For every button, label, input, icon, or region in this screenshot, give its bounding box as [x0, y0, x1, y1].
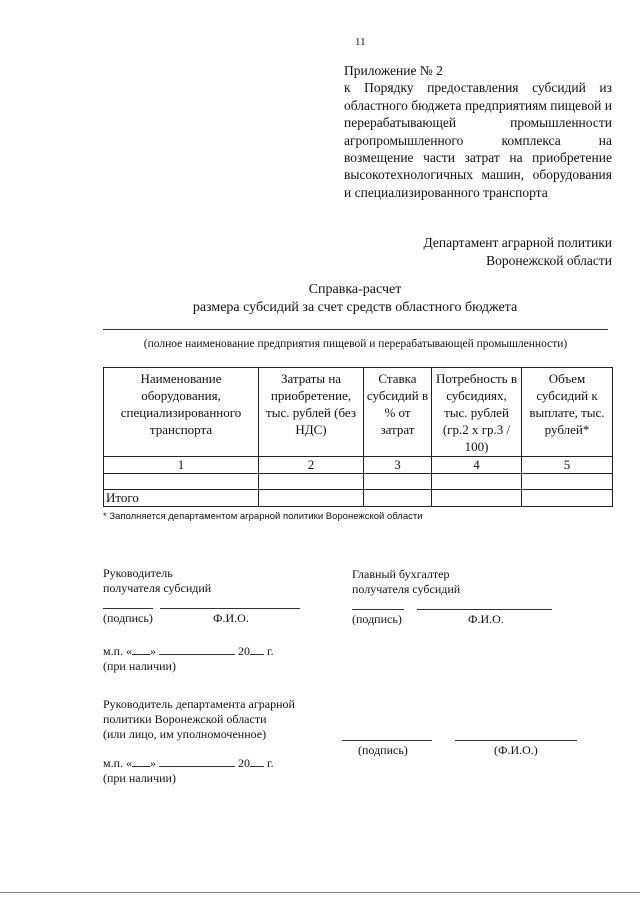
accountant-line-2: получателя субсидий — [352, 582, 461, 596]
column-number-row — [104, 457, 613, 474]
scan-edge-line — [0, 892, 640, 893]
header-cell-equipment: Наименование оборудования, специализированного транспорта — [104, 368, 259, 457]
dept-head-line-1: Руководитель департамента аграрной — [103, 697, 295, 711]
year-field[interactable] — [250, 654, 264, 655]
fio-line[interactable] — [455, 740, 577, 741]
signature-line[interactable] — [103, 608, 153, 609]
if-any-note: (при наличии) — [103, 771, 176, 785]
fio-caption: Ф.И.О. — [468, 612, 504, 626]
stamp-year: 20 — [238, 756, 251, 770]
calculation-table — [103, 367, 613, 507]
stamp-prefix: м.п. « — [103, 756, 133, 770]
signature-caption: (подпись) — [352, 612, 402, 626]
accountant-line-1: Главный бухгалтер — [352, 567, 450, 581]
stamp-prefix: м.п. « — [103, 644, 133, 658]
signature-caption: (подпись) — [358, 743, 408, 757]
dept-head-line-3: (или лицо, им уполномоченное) — [103, 727, 267, 741]
stamp-mid: » — [150, 644, 157, 658]
column-number: 5 — [522, 457, 613, 474]
table-cell[interactable] — [104, 474, 259, 490]
signature-line[interactable] — [342, 740, 432, 741]
table-cell[interactable] — [522, 490, 613, 507]
stamp-mid: » — [150, 756, 157, 770]
department-line-2: Воронежской области — [486, 252, 612, 268]
department-block — [352, 234, 612, 269]
column-number: 1 — [104, 457, 259, 474]
accountant-label — [352, 567, 460, 597]
header-cell-need: Потребность в субсидиях, тыс. рублей (гр.2 х гр.3 / 100) — [432, 368, 522, 457]
table-cell[interactable] — [364, 490, 432, 507]
column-number: 4 — [432, 457, 522, 474]
recipient-head-line-1: Руководитель — [103, 566, 173, 580]
header-cell-amount: Объем субсидий к выплате, тыс. рублей* — [522, 368, 613, 457]
column-number: 2 — [259, 457, 364, 474]
fio-caption: (Ф.И.О.) — [494, 743, 538, 757]
if-any-note: (при наличии) — [103, 659, 176, 673]
table-cell[interactable] — [364, 474, 432, 490]
stamp-year: 20 — [238, 644, 251, 658]
company-caption: (полное наименование предприятия пищевой и перерабатывающей промышленности) — [143, 338, 568, 350]
recipient-head-label — [103, 566, 211, 596]
signature-caption: (подпись) — [103, 611, 153, 625]
fio-line[interactable] — [417, 609, 552, 610]
table-cell[interactable] — [432, 490, 522, 507]
document-title: Справка-расчет — [308, 282, 402, 297]
month-field[interactable] — [159, 654, 235, 655]
table-cell[interactable] — [259, 490, 364, 507]
month-field[interactable] — [159, 766, 235, 767]
fio-caption: Ф.И.О. — [213, 611, 249, 625]
header-cell-rate: Ставка субсидий в % от затрат — [364, 368, 432, 457]
day-field[interactable] — [132, 766, 150, 767]
day-field[interactable] — [132, 654, 150, 655]
appendix-title: Приложение № 2 — [344, 63, 443, 78]
department-line-1: Департамент аграрной политики — [423, 235, 612, 250]
appendix-block — [344, 62, 612, 201]
total-label: Итого — [104, 490, 259, 507]
dept-head-line-2: политики Воронежской области — [103, 712, 267, 726]
signature-line[interactable] — [352, 609, 404, 610]
column-number: 3 — [364, 457, 432, 474]
table-cell[interactable] — [259, 474, 364, 490]
total-row — [104, 490, 613, 507]
recipient-head-line-2: получателя субсидий — [103, 581, 212, 595]
company-name-line — [103, 329, 608, 330]
document-subtitle: размера субсидий за счет средств областного бюджета — [192, 300, 518, 315]
year-field[interactable] — [250, 766, 264, 767]
dept-head-label — [103, 697, 295, 742]
page-number: 11 — [355, 36, 366, 48]
footnote: * Заполняется департаментом аграрной политики Воронежской области — [103, 511, 423, 522]
table-header-row — [104, 368, 613, 457]
stamp-suffix: г. — [267, 756, 274, 770]
table-cell[interactable] — [432, 474, 522, 490]
table-row — [104, 474, 613, 490]
header-cell-costs: Затраты на приобретение, тыс. рублей (без НДС) — [259, 368, 364, 457]
appendix-text: к Порядку предоставления субсидий из областного бюджета предприятиям пищевой и перерабатывающей промышленности агропромышленного комплекса на возмещение части затрат на приобретение высокотехнологичных машин, оборудования и специализированного транспорта — [344, 80, 612, 200]
stamp-date-line — [103, 644, 274, 659]
table-cell[interactable] — [522, 474, 613, 490]
stamp-date-line — [103, 756, 274, 771]
stamp-suffix: г. — [267, 644, 274, 658]
fio-line[interactable] — [160, 608, 300, 609]
